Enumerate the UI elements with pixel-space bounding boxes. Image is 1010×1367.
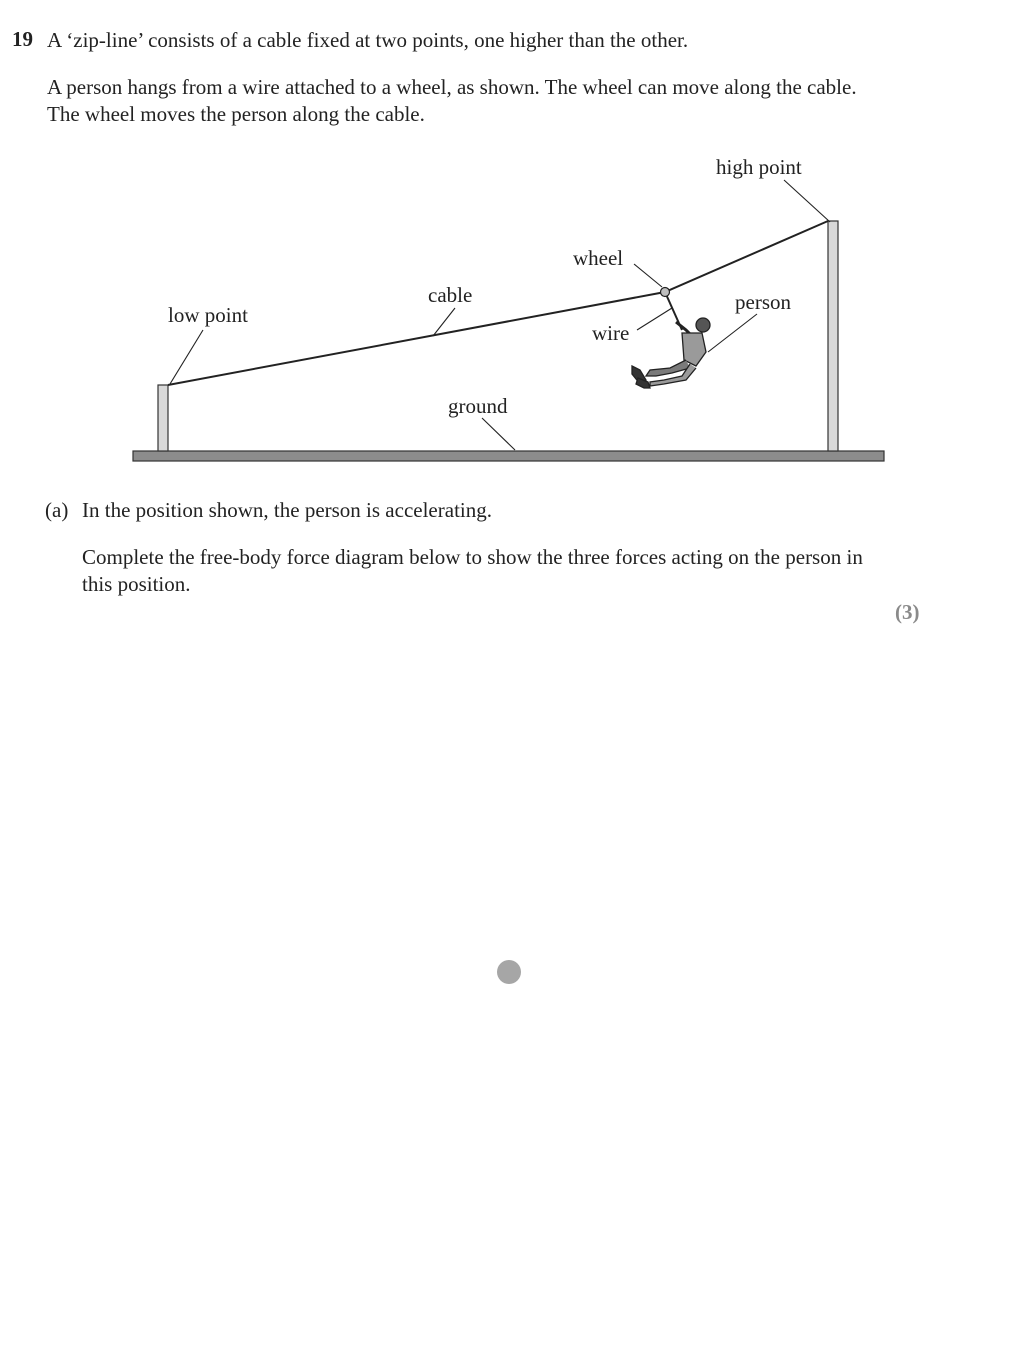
ground-label: ground [448,394,508,418]
wheel-circle [661,288,670,297]
question-description: A person hangs from a wire attached to a wheel, as shown. The wheel can move along the cable. The wheel moves the person along the cable. [47,75,857,126]
part-a-label: (a) [45,498,69,522]
person-figure [632,318,710,388]
low-point-leader [170,330,203,384]
low-post [158,385,168,451]
wire-leader [637,308,672,330]
high-post [828,221,838,451]
wire-label: wire [592,321,630,345]
cable-line [168,221,828,385]
ground-bar [133,451,884,461]
part-a-text: In the position shown, the person is accelerating. [82,498,492,522]
person-label: person [735,290,791,314]
wheel-label: wheel [573,246,624,270]
ground-leader [482,418,515,450]
wheel-leader [634,264,662,287]
cable-label: cable [428,283,473,307]
person-leader [708,314,757,352]
question-number: 19 [12,27,33,51]
high-point-leader [784,180,830,222]
high-point-label: high point [716,155,802,179]
free-body-dot [497,960,521,984]
question-intro: A ‘zip-line’ consists of a cable fixed at two points, one higher than the other. [47,28,689,52]
marks-indicator: (3) [895,600,920,624]
low-point-label: low point [168,303,248,327]
part-a-instruction: Complete the free-body force diagram below to show the three forces acting on the person in this position. [82,545,863,596]
